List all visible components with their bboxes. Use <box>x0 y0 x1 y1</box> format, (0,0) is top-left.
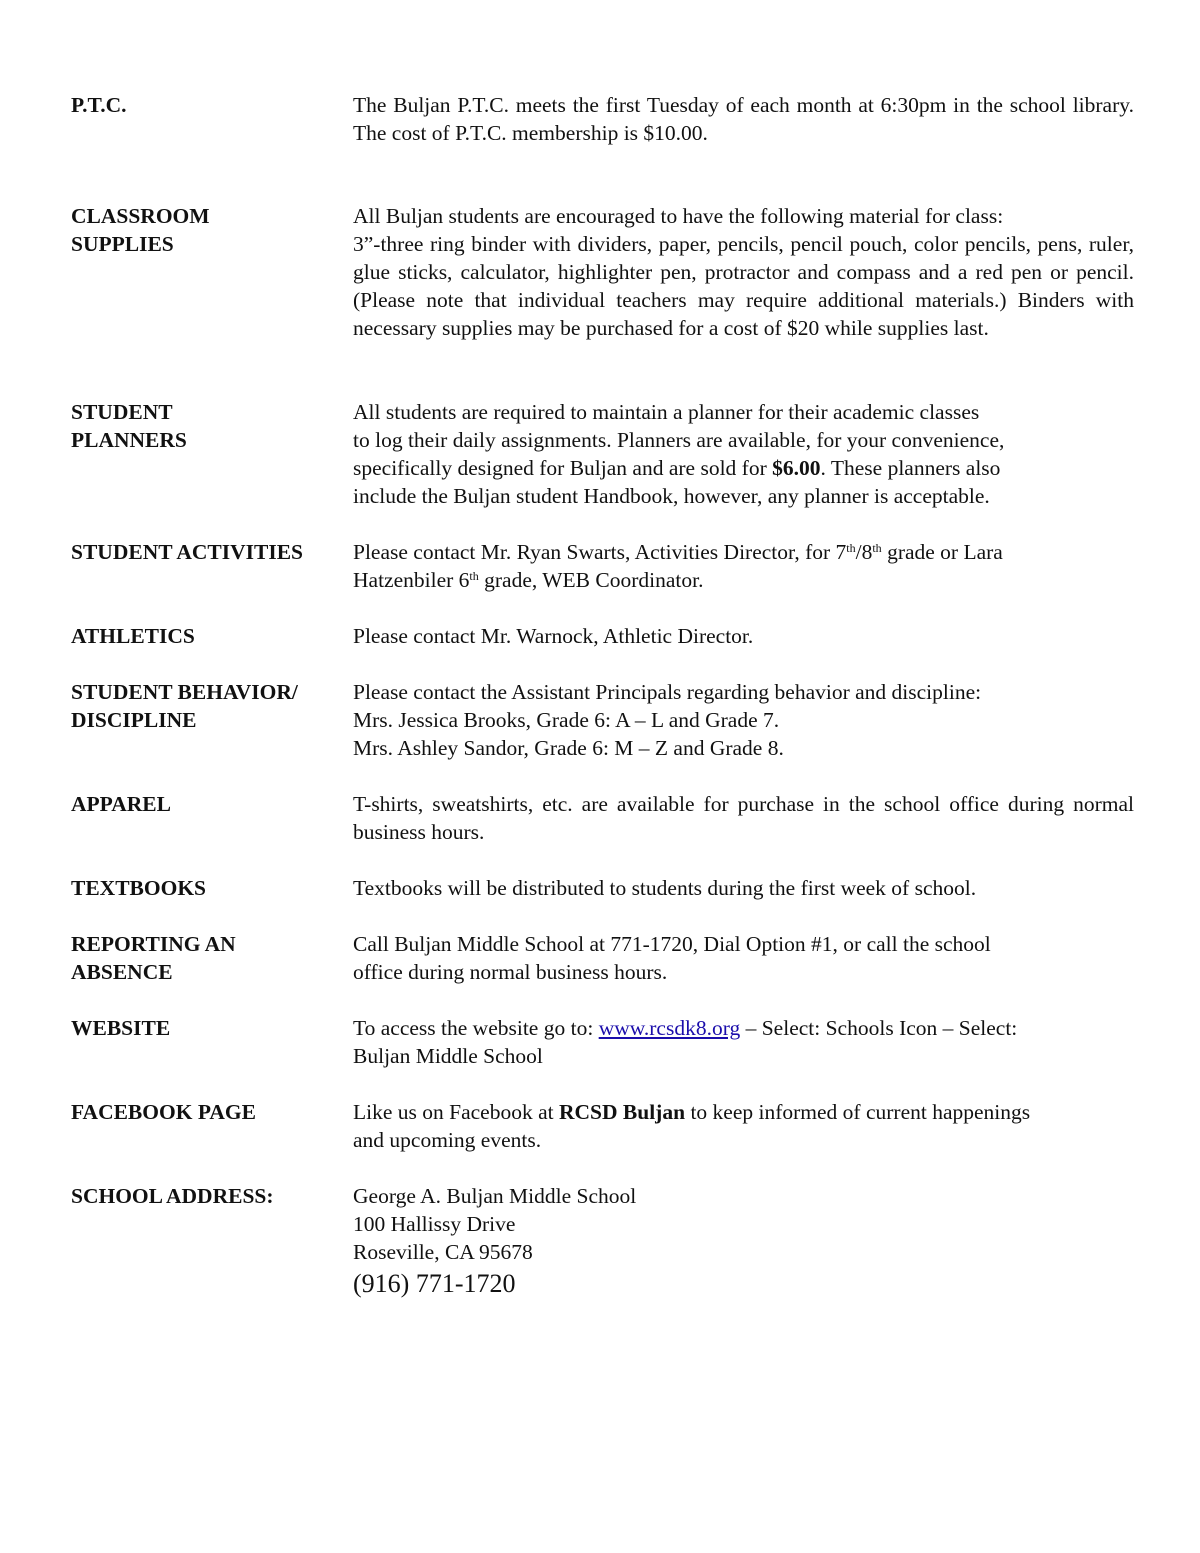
body-line: office during normal business hours. <box>353 960 668 984</box>
section-label <box>71 1098 346 1126</box>
section-label <box>71 1014 346 1042</box>
body-text: T-shirts, sweatshirts, etc. are available for purchase in the school office during normal business hours. <box>353 792 1134 844</box>
body-line: Mrs. Ashley Sandor, Grade 6: M – Z and Grade 8. <box>353 736 784 760</box>
section-body <box>353 930 1134 986</box>
section-body <box>353 202 1134 342</box>
superscript: th <box>872 541 882 555</box>
body-fragment: Please contact Mr. Ryan Swarts, Activities Director, for 7 <box>353 540 847 564</box>
body-fragment: Like us on Facebook at <box>353 1100 559 1124</box>
section-body <box>353 91 1134 147</box>
section-body <box>353 874 1134 902</box>
section-body <box>353 1098 1134 1154</box>
website-link[interactable]: www.rcsdk8.org <box>598 1016 741 1040</box>
section-label <box>71 874 346 902</box>
section-label <box>71 678 346 734</box>
address-line: 100 Hallissy Drive <box>353 1212 516 1236</box>
body-line: include the Buljan student Handbook, however, any planner is acceptable. <box>353 484 990 508</box>
section-body <box>353 1014 1134 1070</box>
body-line <box>353 454 1134 482</box>
label-line: ABSENCE <box>71 960 173 984</box>
label-line: DISCIPLINE <box>71 708 197 732</box>
address-line: Roseville, CA 95678 <box>353 1240 533 1264</box>
body-fragment: Hatzenbiler 6 <box>353 568 470 592</box>
label-text: SCHOOL ADDRESS: <box>71 1184 274 1208</box>
section-body <box>353 678 1134 762</box>
body-line: All students are required to maintain a planner for their academic classes <box>353 400 980 424</box>
body-line <box>353 538 1134 566</box>
phone-number: (916) 771-1720 <box>353 1269 516 1298</box>
label-text: WEBSITE <box>71 1016 171 1040</box>
section-label <box>71 930 346 986</box>
label-line: REPORTING AN <box>71 932 236 956</box>
label-line: STUDENT BEHAVIOR/ <box>71 680 298 704</box>
label-text: P.T.C. <box>71 93 127 117</box>
section-label <box>71 91 346 119</box>
section-body <box>353 1182 1134 1300</box>
planner-price: $6.00 <box>772 456 821 480</box>
section-body <box>353 538 1134 594</box>
label-line: STUDENT <box>71 400 173 424</box>
body-fragment: grade or Lara <box>881 540 1003 564</box>
address-line: George A. Buljan Middle School <box>353 1184 637 1208</box>
label-line: PLANNERS <box>71 428 187 452</box>
section-label <box>71 790 346 818</box>
section-body <box>353 790 1134 846</box>
body-line: to log their daily assignments. Planners are available, for your convenience, <box>353 428 1005 452</box>
superscript: th <box>846 541 856 555</box>
label-text: STUDENT ACTIVITIES <box>71 540 304 564</box>
body-text: 3”-three ring binder with dividers, paper, pencils, pencil pouch, color pencils, pens, ruler, glue sticks, calculator, highlighter pen, protractor and compass and a red pen or pencil. (Please note that individual teachers may require additional materials.) Binders with necessary supplies may be purchased for a cost of $20 while supplies last. <box>353 232 1134 340</box>
section-label <box>71 1182 346 1210</box>
body-line: Call Buljan Middle School at 771-1720, Dial Option #1, or call the school <box>353 932 991 956</box>
label-text: ATHLETICS <box>71 624 195 648</box>
label-text: TEXTBOOKS <box>71 876 207 900</box>
body-line: Buljan Middle School <box>353 1044 543 1068</box>
section-label <box>71 622 346 650</box>
body-line: Please contact the Assistant Principals regarding behavior and discipline: <box>353 680 982 704</box>
section-label <box>71 538 346 566</box>
body-fragment: . These planners also <box>820 456 1001 480</box>
body-fragment: – Select: Schools Icon – Select: <box>740 1016 1018 1040</box>
section-body <box>353 622 1134 650</box>
body-line: Please contact Mr. Warnock, Athletic Director. <box>353 624 754 648</box>
body-text: The Buljan P.T.C. meets the first Tuesday of each month at 6:30pm in the school library. The cost of P.T.C. membership is $10.00. <box>353 93 1134 145</box>
body-line <box>353 566 1134 594</box>
label-text: FACEBOOK PAGE <box>71 1100 256 1124</box>
section-label <box>71 202 346 258</box>
label-line: SUPPLIES <box>71 232 174 256</box>
body-line <box>353 1014 1134 1042</box>
body-line: and upcoming events. <box>353 1128 542 1152</box>
body-fragment: /8 <box>855 540 873 564</box>
body-line <box>353 1098 1134 1126</box>
label-text: APPAREL <box>71 792 171 816</box>
body-fragment: To access the website go to: <box>353 1016 599 1040</box>
body-line: All Buljan students are encouraged to have the following material for class: <box>353 204 1004 228</box>
facebook-name: RCSD Buljan <box>559 1100 686 1124</box>
body-fragment: to keep informed of current happenings <box>685 1100 1031 1124</box>
section-body <box>353 398 1134 510</box>
label-line: CLASSROOM <box>71 204 210 228</box>
body-fragment: grade, WEB Coordinator. <box>478 568 704 592</box>
section-label <box>71 398 346 454</box>
body-line: Mrs. Jessica Brooks, Grade 6: A – L and Grade 7. <box>353 708 780 732</box>
superscript: th <box>469 569 479 583</box>
body-fragment: specifically designed for Buljan and are sold for <box>353 456 773 480</box>
body-line: Textbooks will be distributed to students during the first week of school. <box>353 876 977 900</box>
